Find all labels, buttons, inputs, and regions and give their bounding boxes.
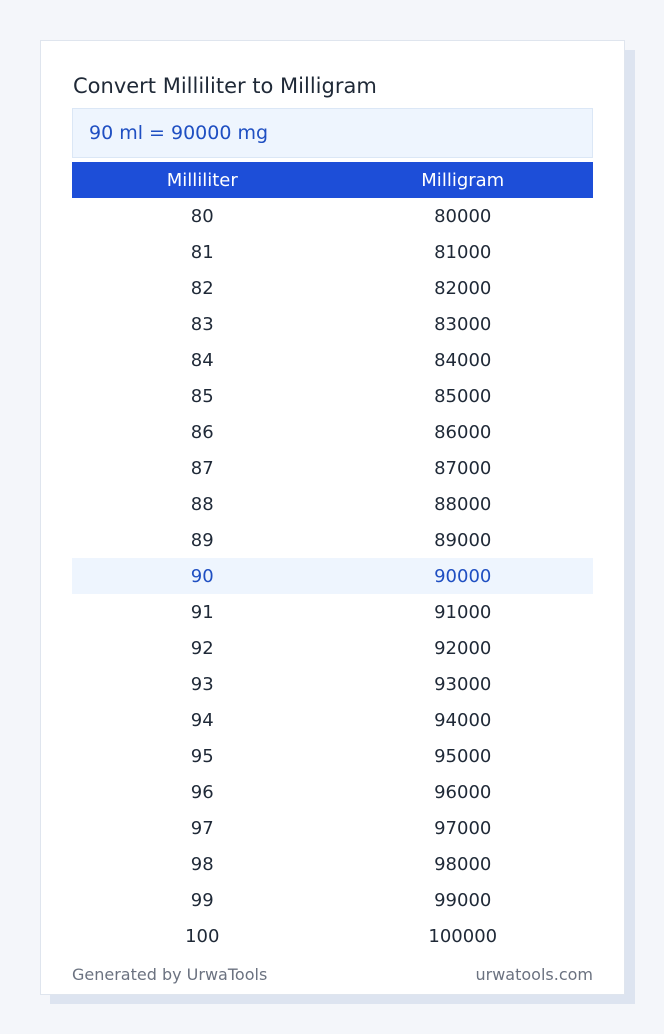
cell-milligram: 93000	[434, 674, 492, 695]
table-row	[72, 450, 593, 486]
table-row	[72, 738, 593, 774]
table-row	[72, 270, 593, 306]
page-title: Convert Milliliter to Milligram	[73, 74, 377, 98]
result-text: 90 ml = 90000 mg	[89, 122, 269, 144]
column-header-milligram: Milligram	[421, 170, 505, 191]
conversion-table	[72, 162, 593, 954]
table-row	[72, 522, 593, 558]
cell-milliliter: 86	[190, 422, 214, 443]
cell-milliliter: 99	[190, 890, 214, 911]
cell-milligram: 81000	[434, 242, 492, 263]
table-row	[72, 342, 593, 378]
cell-milligram: 92000	[434, 638, 492, 659]
cell-milliliter: 83	[190, 314, 214, 335]
cell-milligram: 83000	[434, 314, 492, 335]
column-header-milliliter: Milliliter	[166, 170, 238, 191]
cell-milligram: 91000	[434, 602, 492, 623]
cell-milliliter: 92	[190, 638, 214, 659]
cell-milligram: 97000	[434, 818, 492, 839]
table-row	[72, 378, 593, 414]
cell-milliliter: 93	[190, 674, 214, 695]
table-row	[72, 594, 593, 630]
table-row	[72, 630, 593, 666]
cell-milligram: 88000	[434, 494, 492, 515]
cell-milligram: 84000	[434, 350, 492, 371]
table-row	[72, 846, 593, 882]
cell-milliliter: 90	[190, 566, 214, 587]
cell-milligram: 96000	[434, 782, 492, 803]
table-row	[72, 810, 593, 846]
table-row	[72, 234, 593, 270]
cell-milligram: 80000	[434, 206, 492, 227]
cell-milliliter: 100	[185, 926, 220, 947]
cell-milliliter: 98	[190, 854, 214, 875]
cell-milligram: 86000	[434, 422, 492, 443]
footer-credit: Generated by UrwaTools	[72, 965, 268, 984]
cell-milligram: 89000	[434, 530, 492, 551]
cell-milligram: 95000	[434, 746, 492, 767]
cell-milliliter: 81	[190, 242, 214, 263]
cell-milligram: 99000	[434, 890, 492, 911]
table-row	[72, 306, 593, 342]
footer-site-link[interactable]: urwatools.com	[475, 965, 593, 984]
cell-milligram: 98000	[434, 854, 492, 875]
table-row	[72, 918, 593, 954]
table-row-highlighted	[72, 558, 593, 594]
cell-milliliter: 88	[190, 494, 214, 515]
cell-milligram: 82000	[434, 278, 492, 299]
table-row	[72, 414, 593, 450]
cell-milliliter: 91	[190, 602, 214, 623]
cell-milligram: 90000	[434, 566, 492, 587]
table-row	[72, 666, 593, 702]
cell-milliliter: 82	[190, 278, 214, 299]
cell-milliliter: 84	[190, 350, 214, 371]
table-row	[72, 702, 593, 738]
converter-card	[40, 40, 625, 995]
cell-milliliter: 97	[190, 818, 214, 839]
table-row	[72, 486, 593, 522]
cell-milligram: 85000	[434, 386, 492, 407]
result-box	[72, 108, 593, 158]
cell-milligram: 94000	[434, 710, 492, 731]
table-row	[72, 882, 593, 918]
cell-milliliter: 85	[190, 386, 214, 407]
cell-milliliter: 94	[190, 710, 214, 731]
cell-milliliter: 89	[190, 530, 214, 551]
cell-milliliter: 96	[190, 782, 214, 803]
table-body	[72, 198, 593, 954]
table-row	[72, 198, 593, 234]
cell-milliliter: 80	[190, 206, 214, 227]
cell-milliliter: 87	[190, 458, 214, 479]
table-header	[72, 162, 593, 198]
cell-milligram: 100000	[428, 926, 498, 947]
cell-milliliter: 95	[190, 746, 214, 767]
table-row	[72, 774, 593, 810]
cell-milligram: 87000	[434, 458, 492, 479]
